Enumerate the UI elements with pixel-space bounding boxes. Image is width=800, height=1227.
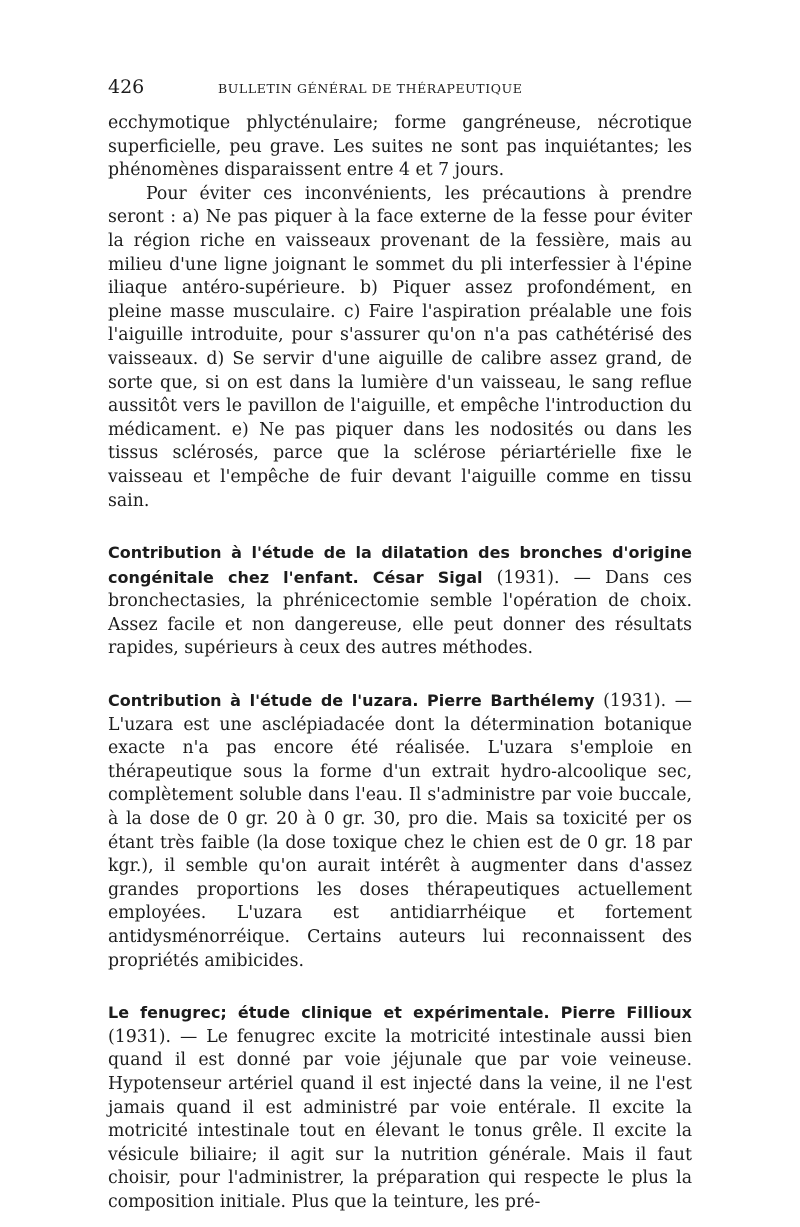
paragraph-precautions: Pour éviter ces inconvénients, les précautions à prendre seront : a) Ne pas piquer à la face externe de la fesse pour éviter la région riche en vaisseaux provenant de la fessière, mais au milieu d'une ligne joignant le sommet du pli interfessier à l'épine iliaque antéro-supérieure. b) Piquer assez profondément, en pleine masse musculaire. c) Faire l'aspiration préalable une fois l'aiguille introduite, pour s'assurer qu'on n'a pas cathétérisé des vaisseaux. d) Se servir d'une aiguille de calibre assez grand, de sorte que, si on est dans la lumière d'un vaisseau, le sang reflue aussitôt vers le pavillon de l'aiguille, et empêche l'introduction du médicament. e) Ne pas piquer dans les nodosités ou dans les tissus sclérosés, parce que la sclérose périartérielle fixe le vaisseau et l'empêche de fuir devant l'aiguille comme en tissu sain.	[108, 183, 692, 511]
entry-title: Le fenugrec; étude clinique et expérimentale.	[108, 1003, 550, 1023]
page-number: 426	[108, 76, 145, 98]
running-title: BULLETIN GÉNÉRAL DE THÉRAPEUTIQUE	[218, 81, 523, 96]
entry-text: — Dans ces bronchectasies, la phrénicectomie semble l'opération de choix. Assez facile et non dangereuse, elle peut donner des résultats rapides, supérieurs à ceux des autres méthodes.	[108, 567, 693, 659]
entry-text: — L'uzara est une asclépiadacée dont la détermination botanique exacte n'a pas encore été réalisée. L'uzara s'emploie en thérapeutique sous la forme d'un extrait hydro-alcoolique sec, complètement soluble dans l'eau. Il s'administre par voie buccale, à la dose de 0 gr. 20 à 0 gr. 30, pro die. Mais sa toxicité per os étant très faible (la dose toxique chez le chien est de 0 gr. 18 par kgr.), il semble qu'on aurait intérêt à augmenter dans d'assez grandes proportions les doses thérapeutiques actuellement employées. L'uzara est antidiarrhéique et fortement antidysménorréique. Certains auteurs lui reconnaissent des propriétés amibicides.	[108, 691, 692, 971]
entry-author: César Sigal	[372, 567, 483, 587]
entry-year: (1931).	[108, 1026, 171, 1047]
entry-author: Pierre Barthélemy	[427, 691, 595, 711]
entry-author: Pierre Fillioux	[560, 1003, 692, 1023]
paragraph-continuation: ecchymotique phlycténulaire; forme gangréneuse, nécrotique superficielle, peu grave. Les suites ne sont pas inquiétantes; les phénomènes disparaissent entre 4 et 7 jours.	[108, 113, 692, 181]
abstract-entry	[108, 689, 692, 973]
entry-title: Contribution à l'étude de la dilatation des bronches d'origine congénitale chez l'enfant.	[108, 543, 692, 587]
abstract-entry	[108, 541, 692, 661]
entry-year: (1931).	[603, 691, 667, 712]
page-body	[108, 112, 692, 1215]
entry-text: — Le fenugrec excite la motricité intestinale aussi bien quand il est donné par voie jéjunale que par voie veineuse. Hypotenseur artériel quand il est injecté dans la veine, il ne l'est jamais quand il est administré par voie entérale. Il excite la motricité intestinale tout en élevant le tonus grêle. Il excite la vésicule biliaire; il agit sur la nutrition générale. Mais il faut choisir, pour l'administrer, la préparation qui respecte le plus la composition initiale. Plus que la teinture, les pré-	[108, 1026, 692, 1212]
entry-year: (1931).	[496, 567, 560, 588]
page-header	[108, 76, 692, 98]
abstract-entry	[108, 1001, 692, 1214]
entry-title: Contribution à l'étude de l'uzara.	[108, 691, 419, 711]
